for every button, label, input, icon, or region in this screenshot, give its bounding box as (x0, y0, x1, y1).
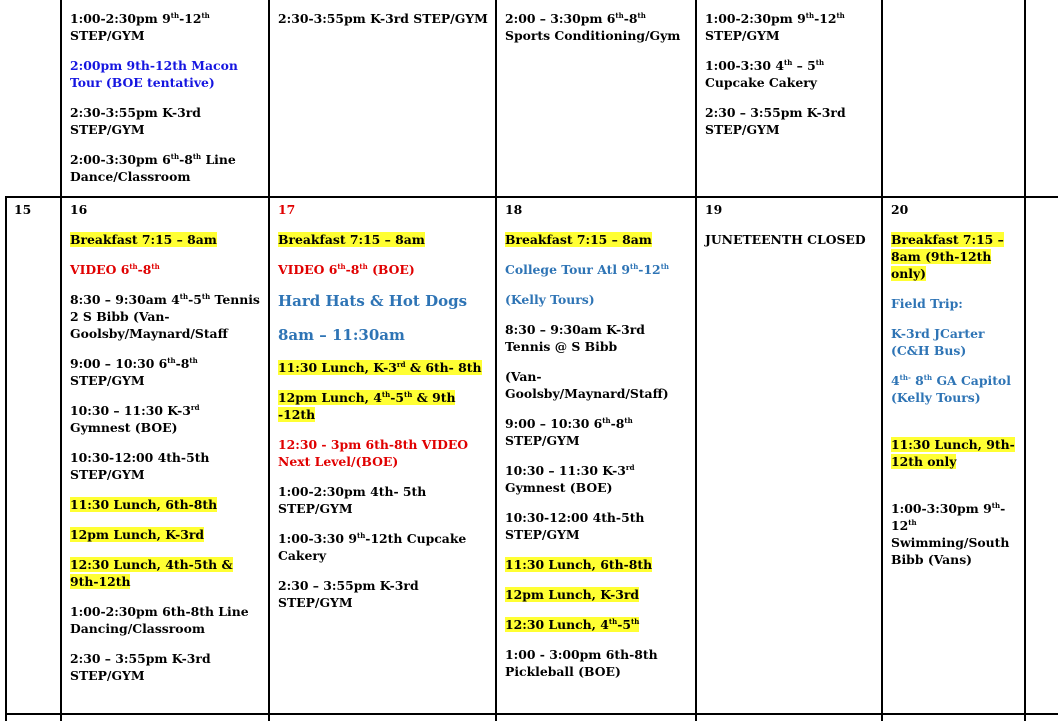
day-number: 17 (278, 202, 296, 217)
event-item: 10:30-12:00 4th-5th STEP/GYM (505, 510, 645, 542)
event-item: 2:00pm 9th-12th Macon Tour (BOE tentative) (70, 58, 238, 90)
highlighted-text: 11:30 Lunch, K-3rd & 6th- 8th (278, 360, 482, 375)
calendar-cell-week1-tue (278, 10, 488, 40)
event-list (505, 231, 690, 680)
event-item: K-3rd JCarter (C&H Bus) (891, 326, 985, 358)
highlighted-text: 11:30 Lunch, 6th-8th (70, 497, 218, 512)
event-item: 2:30 – 3:55pm K-3rd STEP/GYM (705, 105, 846, 137)
calendar-cell-week2-sun (14, 201, 54, 231)
event-item: 1:00-2:30pm 4th- 5th STEP/GYM (278, 484, 427, 516)
grid-line (495, 0, 497, 721)
event-item (891, 436, 1016, 470)
highlighted-text: Breakfast 7:15 – 8am (70, 232, 217, 247)
grid-line (5, 713, 1058, 715)
event-item: 1:00-2:30pm 9th-12th STEP/GYM (705, 11, 845, 43)
event-item: 8:30 – 9:30am 4th-5th Tennis 2 S Bibb (Van-Goolsby/Maynard/Staff (70, 292, 260, 341)
event-item: 1:00-3:30 9th-12th Cupcake Cakery (278, 531, 467, 563)
event-item: 1:00 - 3:00pm 6th-8th Pickleball (BOE) (505, 647, 658, 679)
event-item: 8am – 11:30am (278, 326, 405, 344)
event-item: 8:30 – 9:30am K-3rd Tennis @ S Bibb (505, 322, 645, 354)
event-item (70, 496, 260, 513)
calendar-cell-week2-thu (705, 201, 877, 261)
event-item: 2:30 – 3:55pm K-3rd STEP/GYM (278, 578, 419, 610)
day-number: 18 (505, 202, 523, 217)
event-list (278, 231, 490, 611)
event-item (505, 586, 690, 603)
day-number: 20 (891, 202, 909, 217)
day-number: 19 (705, 202, 723, 217)
event-item: (Kelly Tours) (505, 292, 595, 307)
calendar-cell-week1-wed (505, 10, 690, 57)
calendar-cell-week2-fri (891, 201, 1016, 581)
grid-line (268, 0, 270, 721)
event-item: 2:30-3:55pm K-3rd STEP/GYM (70, 105, 201, 137)
day-number: 16 (70, 202, 88, 217)
event-item: Field Trip: (891, 296, 963, 311)
event-item (505, 556, 690, 573)
grid-line (5, 196, 7, 721)
grid-line (881, 0, 883, 721)
highlighted-text: Breakfast 7:15 – 8am (9th-12th only) (891, 232, 1004, 281)
event-item: $4^{th-}$ 8th GA Capitol (Kelly Tours) (891, 373, 1011, 405)
event-item (70, 556, 260, 590)
event-item (505, 231, 690, 248)
event-item: 1:00-3:30 4th – 5th Cupcake Cakery (705, 58, 825, 90)
event-item: 2:30-3:55pm K-3rd STEP/GYM (278, 11, 488, 26)
event-item: 1:00-3:30pm 9th-12th Swimming/South Bibb (Vans) (891, 501, 1010, 567)
grid-line (1024, 0, 1026, 721)
event-item: 1:00-2:30pm 6th-8th Line Dancing/Classroom (70, 604, 249, 636)
event-item: 12:30 - 3pm 6th-8th VIDEO Next Level/(BOE) (278, 437, 469, 469)
event-item (278, 389, 490, 423)
event-list (705, 231, 877, 248)
calendar-cell-week2-mon (70, 201, 260, 697)
event-list (70, 231, 260, 684)
event-item (891, 231, 1016, 282)
event-item: College Tour Atl 9th-12th (505, 262, 670, 277)
highlighted-text: 12:30 Lunch, 4th-5th & 9th-12th (70, 557, 233, 589)
event-item (505, 616, 690, 633)
highlighted-text: 11:30 Lunch, 6th-8th (505, 557, 653, 572)
calendar-cell-week1-thu (705, 10, 875, 151)
event-item (70, 526, 260, 543)
highlighted-text: 12pm Lunch, 4th-5th & 9th -12th (278, 390, 456, 422)
event-item: Hard Hats & Hot Dogs (278, 292, 468, 310)
grid-line (695, 0, 697, 721)
calendar-cell-week2-tue (278, 201, 490, 624)
event-item: (Van-Goolsby/Maynard/Staff) (505, 369, 669, 401)
event-item (278, 359, 490, 376)
event-item: 9:00 – 10:30 6th-8th STEP/GYM (505, 416, 633, 448)
grid-line (60, 0, 62, 721)
event-item (278, 231, 490, 248)
calendar-cell-week1-mon (70, 10, 260, 198)
event-item: JUNETEENTH CLOSED (705, 232, 866, 247)
event-item: 10:30 – 11:30 K-3rd Gymnest (BOE) (70, 403, 200, 435)
event-item: 2:00 – 3:30pm 6th-8th Sports Conditioning/Gym (505, 11, 681, 43)
highlighted-text: Breakfast 7:15 – 8am (505, 232, 652, 247)
event-item: VIDEO 6th-8th (BOE) (278, 262, 415, 277)
event-item: 1:00-2:30pm 9th-12th STEP/GYM (70, 11, 210, 43)
highlighted-text: 12pm Lunch, K-3rd (505, 587, 640, 602)
event-item (70, 231, 260, 248)
event-list (891, 231, 1016, 568)
highlighted-text: 12pm Lunch, K-3rd (70, 527, 205, 542)
event-item: 10:30 – 11:30 K-3rd Gymnest (BOE) (505, 463, 635, 495)
event-item: 10:30-12:00 4th-5th STEP/GYM (70, 450, 210, 482)
event-item: 2:00-3:30pm 6th-8th Line Dance/Classroom (70, 152, 236, 184)
highlighted-text: Breakfast 7:15 – 8am (278, 232, 425, 247)
event-item: 2:30 – 3:55pm K-3rd STEP/GYM (70, 651, 211, 683)
day-number: 15 (14, 202, 32, 217)
highlighted-text: 11:30 Lunch, 9th-12th only (891, 437, 1015, 469)
calendar-cell-week2-wed (505, 201, 690, 693)
event-item: VIDEO 6th-8th (70, 262, 160, 277)
event-item: 9:00 – 10:30 6th-8th STEP/GYM (70, 356, 198, 388)
highlighted-text: 12:30 Lunch, 4th-5th (505, 617, 640, 632)
